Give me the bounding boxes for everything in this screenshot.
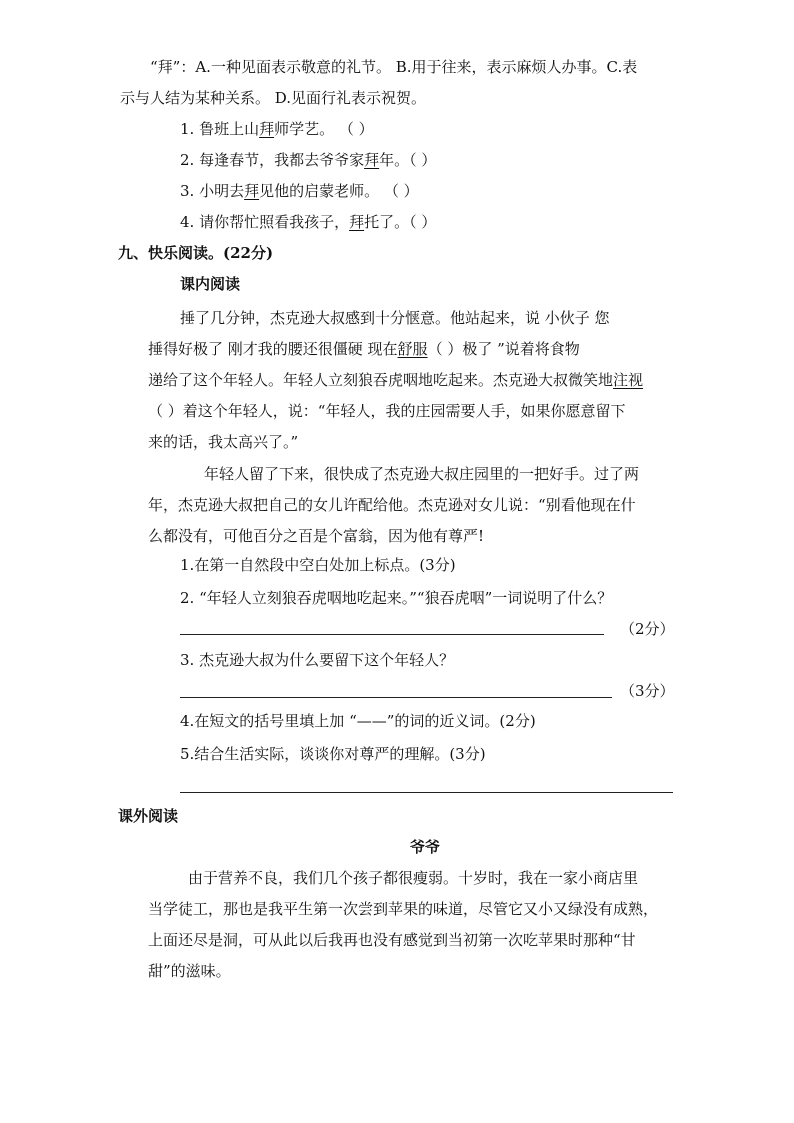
story-line2: 当学徒工，那也是我平生第一次尝到苹果的味道，尽管它又小又绿没有成熟， xyxy=(148,900,659,918)
story-title: 爷爷 xyxy=(410,838,441,856)
question-3: 3. 杰克逊大叔为什么要留下这个年轻人？ xyxy=(180,651,455,669)
vocab-item-3: 3. 小明去拜见他的启蒙老师。 （ ） xyxy=(180,182,419,200)
in-class-reading-heading: 课内阅读 xyxy=(180,275,241,293)
passage1-line3: 递给了这个年轻人。年轻人立刻狼吞虎咽地吃起来。杰克逊大叔微笑地注视 xyxy=(148,371,644,389)
vocab-intro-line2: 示与人结为某种关系。 D.见面行礼表示祝贺。 xyxy=(120,89,427,107)
story-line3: 上面还尽是洞，可从此以后我再也没有感觉到当初第一次吃苹果时那种“甘 xyxy=(148,931,636,949)
question-3-score: （3分） xyxy=(620,682,675,700)
passage1-line5: 来的话，我太高兴了。” xyxy=(148,433,299,451)
extra-reading-heading: 课外阅读 xyxy=(118,807,179,825)
vocab-item-2: 2. 每逢春节，我都去爷爷家拜年。（ ） xyxy=(180,151,437,169)
question-3-answer-line[interactable] xyxy=(180,697,612,698)
story-line4: 甜”的滋味。 xyxy=(148,962,231,980)
passage2-line1: 年轻人留了下来，很快成了杰克逊大叔庄园里的一把好手。过了两 xyxy=(204,465,640,483)
passage1-line4: （ ）着这个年轻人，说：“年轻人，我的庄园需要人手，如果你愿意留下 xyxy=(148,402,626,420)
vocab-item-1: 1. 鲁班上山拜师学艺。 （ ） xyxy=(180,120,374,138)
passage2-line3: 么都没有，可他百分之百是个富翁，因为他有尊严! xyxy=(148,527,485,545)
question-5: 5.结合生活实际，谈谈你对尊严的理解。(3分) xyxy=(180,745,486,763)
passage1-line1: 捶了几分钟，杰克逊大叔感到十分惬意。他站起来，说 小伙子 您 xyxy=(180,309,610,327)
section9-heading: 九、快乐阅读。(22分) xyxy=(118,244,274,262)
passage2-line2: 年，杰克逊大叔把自己的女儿许配给他。杰克逊对女儿说：“别看他现在什 xyxy=(148,496,636,514)
question-1: 1.在第一自然段中空白处加上标点。(3分) xyxy=(180,556,456,574)
question-2-score: （2分） xyxy=(620,620,675,638)
vocab-intro-line1: “拜”：A.一种见面表示敬意的礼节。 B.用于往来，表示麻烦人办事。C.表 xyxy=(150,58,638,76)
question-5-answer-line[interactable] xyxy=(180,792,673,793)
vocab-item-4: 4. 请你帮忙照看我孩子，拜托了。（ ） xyxy=(180,213,437,231)
story-line1: 由于营养不良，我们几个孩子都很瘦弱。十岁时，我在一家小商店里 xyxy=(188,869,639,887)
question-2: 2. “年轻人立刻狼吞虎咽地吃起来。”“狼吞虎咽”一词说明了什么？ xyxy=(180,589,613,607)
passage1-line2: 捶得好极了 刚才我的腰还很僵硬 现在舒服（ ）极了 ”说着将食物 xyxy=(148,340,580,358)
question-2-answer-line[interactable] xyxy=(180,634,604,635)
question-4: 4.在短文的括号里填上加 “——”的词的近义词。(2分) xyxy=(180,712,536,730)
